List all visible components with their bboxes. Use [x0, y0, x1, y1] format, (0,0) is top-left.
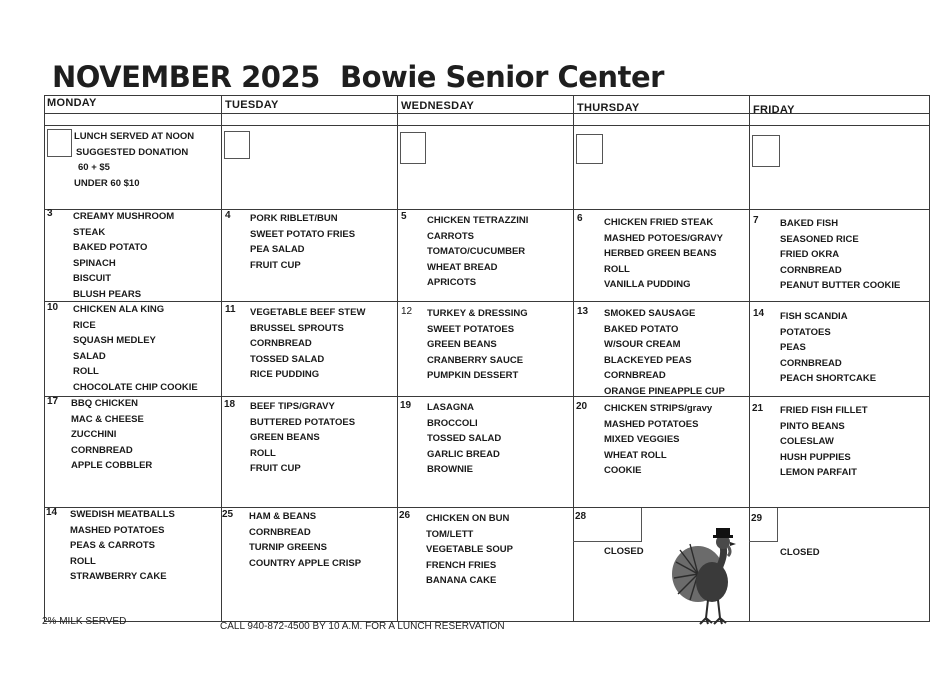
date-number: 17 [47, 396, 59, 407]
menu-item: FRIED FISH FILLET [780, 405, 868, 416]
reservation-note: CALL 940-872-4500 BY 10 A.M. FOR A LUNCH RESERVATION [220, 621, 505, 632]
menu-item: PEA SALAD [250, 244, 305, 255]
menu-item: CHICKEN ALA KING [73, 304, 165, 315]
menu-item: TURKEY & DRESSING [427, 308, 528, 319]
day-header-friday: FRIDAY [753, 104, 795, 116]
menu-item: FRIED OKRA [780, 249, 840, 260]
menu-item: FRENCH FRIES [426, 559, 497, 571]
info-block [74, 129, 194, 191]
date-number: 14 [753, 308, 765, 319]
date-number: 26 [399, 510, 411, 521]
grid-line [44, 209, 930, 210]
menu-item: MASHED POTATOES [70, 524, 165, 536]
closed-label: CLOSED [780, 547, 820, 558]
date-box [752, 135, 780, 167]
menu-item: W/SOUR CREAM [604, 339, 681, 350]
menu-item: BISCUIT [73, 273, 111, 284]
menu-item: BEEF TIPS/GRAVY [250, 401, 335, 412]
menu-list [70, 507, 175, 585]
info-line: 60 + $5 [78, 162, 110, 173]
menu-list [780, 309, 876, 387]
menu-list [604, 215, 723, 293]
menu-item: FRUIT CUP [250, 463, 301, 474]
date-box [224, 131, 250, 159]
menu-item: VEGETABLE BEEF STEW [250, 307, 366, 318]
date-number: 18 [224, 399, 236, 410]
grid-line [44, 113, 930, 114]
menu-item: CHICKEN ON BUN [426, 513, 510, 524]
menu-item: CORNBREAD [780, 357, 842, 369]
menu-item: ROLL [250, 447, 276, 459]
center-title: Bowie Senior Center [340, 60, 664, 94]
menu-item: CHICKEN FRIED STEAK [604, 217, 714, 228]
menu-item: MIXED VEGGIES [604, 434, 680, 445]
menu-item: SWEET POTATOES [427, 323, 515, 335]
date-number: 14 [46, 507, 58, 518]
menu-item: ORANGE PINEAPPLE CUP [604, 385, 725, 397]
menu-item: TURNIP GREENS [249, 542, 327, 553]
menu-item: STEAK [73, 226, 106, 238]
menu-item: WHEAT BREAD [427, 261, 498, 273]
menu-item: PEACH SHORTCAKE [780, 373, 877, 384]
menu-item: BAKED POTATO [73, 242, 148, 253]
grid-line [44, 95, 930, 96]
menu-item: BRUSSEL SPROUTS [250, 322, 344, 334]
date-number: 10 [47, 302, 59, 313]
menu-item: CORNBREAD [71, 444, 133, 456]
menu-item: SEASONED RICE [780, 233, 859, 245]
menu-item: TOSSED SALAD [427, 433, 502, 444]
menu-item: CORNBREAD [249, 526, 311, 538]
menu-item: ROLL [73, 366, 99, 377]
date-number: 7 [753, 215, 759, 226]
menu-list [780, 403, 868, 481]
grid-line [397, 95, 398, 622]
day-header-thursday: THURSDAY [577, 102, 640, 114]
menu-list [604, 306, 725, 399]
menu-item: CREAMY MUSHROOM [73, 211, 175, 222]
date-number: 5 [401, 211, 407, 222]
closed-label: CLOSED [604, 546, 644, 557]
menu-item: VANILLA PUDDING [604, 279, 691, 290]
date-number: 12 [401, 306, 413, 317]
menu-item: STRAWBERRY CAKE [70, 571, 167, 582]
info-line: SUGGESTED DONATION [76, 146, 189, 158]
menu-item: BBQ CHICKEN [71, 398, 139, 409]
date-number: 11 [225, 304, 236, 315]
menu-item: PEAS & CARROTS [70, 540, 155, 551]
date-number: 28 [575, 511, 587, 522]
grid-line [44, 125, 930, 126]
menu-item: WHEAT ROLL [604, 449, 667, 461]
menu-item: FISH SCANDIA [780, 311, 848, 322]
menu-list [604, 401, 712, 479]
menu-item: LEMON PARFAIT [780, 467, 857, 478]
menu-item: FRUIT CUP [250, 259, 301, 271]
grid-line [929, 95, 930, 622]
date-number: 13 [577, 306, 589, 317]
grid-line [44, 396, 930, 397]
month-title: NOVEMBER 2025 [52, 60, 320, 94]
menu-item: TOM/LETT [426, 528, 474, 540]
grid-line [573, 95, 574, 622]
menu-item: RICE [73, 319, 96, 331]
milk-note: 2% MILK SERVED [42, 616, 127, 627]
menu-item: HAM & BEANS [249, 511, 317, 522]
menu-item: RICE PUDDING [250, 369, 320, 380]
menu-list [250, 211, 355, 273]
day-header-monday: MONDAY [47, 97, 97, 109]
grid-line [44, 95, 45, 622]
menu-list [427, 400, 501, 478]
menu-item: LASAGNA [427, 402, 474, 413]
menu-item: COOKIE [604, 465, 642, 476]
date-box [400, 132, 426, 164]
info-line: LUNCH SERVED AT NOON [74, 131, 195, 142]
menu-item: PEAS [780, 342, 806, 353]
grid-line [749, 95, 750, 622]
menu-item: BUTTERED POTATOES [250, 416, 356, 428]
menu-list [250, 305, 365, 383]
menu-item: HUSH PUPPIES [780, 451, 851, 463]
date-number: 6 [577, 213, 583, 224]
menu-item: MASHED POTATOES [604, 418, 699, 430]
grid-line [44, 507, 930, 508]
menu-item: CHOCOLATE CHIP COOKIE [73, 381, 198, 393]
date-box [47, 129, 72, 157]
menu-item: BROWNIE [427, 464, 473, 475]
menu-item: ROLL [604, 263, 630, 275]
menu-item: APRICOTS [427, 277, 477, 288]
menu-item: POTATOES [780, 326, 831, 338]
menu-item: SWEDISH MEATBALLS [70, 509, 175, 520]
menu-item: SQUASH MEDLEY [73, 335, 156, 346]
menu-item: BLUSH PEARS [73, 288, 142, 300]
menu-item: COUNTRY APPLE CRISP [249, 557, 362, 569]
menu-list [427, 213, 528, 291]
menu-item: MASHED POTOES/GRAVY [604, 232, 723, 244]
menu-list [249, 509, 361, 571]
menu-item: SWEET POTATO FRIES [250, 228, 356, 240]
date-number: 29 [751, 513, 763, 524]
menu-item: BANANA CAKE [426, 575, 497, 586]
menu-item: BAKED POTATO [604, 323, 679, 335]
menu-item: CHICKEN TETRAZZINI [427, 215, 529, 226]
menu-item: ZUCCHINI [71, 429, 117, 440]
menu-list [426, 511, 513, 589]
day-header-tuesday: TUESDAY [225, 99, 279, 111]
menu-item: CHICKEN STRIPS/gravy [604, 403, 713, 414]
menu-item: PEANUT BUTTER COOKIE [780, 280, 901, 291]
menu-list [73, 302, 198, 395]
date-number: 19 [400, 400, 412, 411]
menu-item: BAKED FISH [780, 218, 839, 229]
menu-list [71, 396, 152, 474]
menu-item: PINTO BEANS [780, 420, 845, 432]
menu-item: MAC & CHEESE [71, 413, 144, 425]
menu-item: TOMATO/CUCUMBER [427, 246, 526, 257]
date-number: 4 [225, 210, 231, 221]
menu-item: BROCCOLI [427, 417, 478, 429]
menu-item: GREEN BEANS [250, 432, 320, 443]
info-line: UNDER 60 $10 [74, 177, 140, 189]
menu-item: SMOKED SAUSAGE [604, 308, 696, 319]
menu-list [780, 216, 900, 294]
menu-item: CORNBREAD [604, 370, 666, 381]
menu-item: CRANBERRY SAUCE [427, 354, 524, 366]
day-header-wednesday: WEDNESDAY [401, 100, 475, 112]
menu-item: GREEN BEANS [427, 339, 497, 350]
menu-item: VEGETABLE SOUP [426, 544, 513, 555]
menu-item: BLACKEYED PEAS [604, 354, 692, 366]
menu-item: TOSSED SALAD [250, 353, 325, 365]
menu-item: COLESLAW [780, 436, 834, 447]
date-box [576, 134, 603, 164]
menu-item: APPLE COBBLER [71, 460, 153, 471]
menu-list [73, 209, 174, 302]
date-number: 3 [47, 208, 53, 219]
menu-item: CARROTS [427, 230, 474, 242]
turkey-icon [670, 522, 746, 628]
grid-line [221, 95, 222, 622]
menu-list [250, 399, 355, 477]
calendar-grid [44, 95, 930, 622]
date-number: 25 [222, 509, 234, 520]
menu-item: SALAD [73, 350, 106, 362]
menu-item: ROLL [70, 555, 96, 567]
menu-item: HERBED GREEN BEANS [604, 248, 717, 259]
menu-item: CORNBREAD [780, 264, 842, 276]
date-number: 20 [576, 401, 588, 412]
turkey-body [696, 562, 728, 602]
menu-item: PORK RIBLET/BUN [250, 213, 338, 224]
menu-item: CORNBREAD [250, 338, 312, 349]
menu-item: PUMPKIN DESSERT [427, 370, 519, 381]
menu-item: GARLIC BREAD [427, 448, 500, 460]
menu-item: SPINACH [73, 257, 116, 269]
date-number: 21 [752, 403, 764, 414]
menu-list [427, 306, 528, 384]
